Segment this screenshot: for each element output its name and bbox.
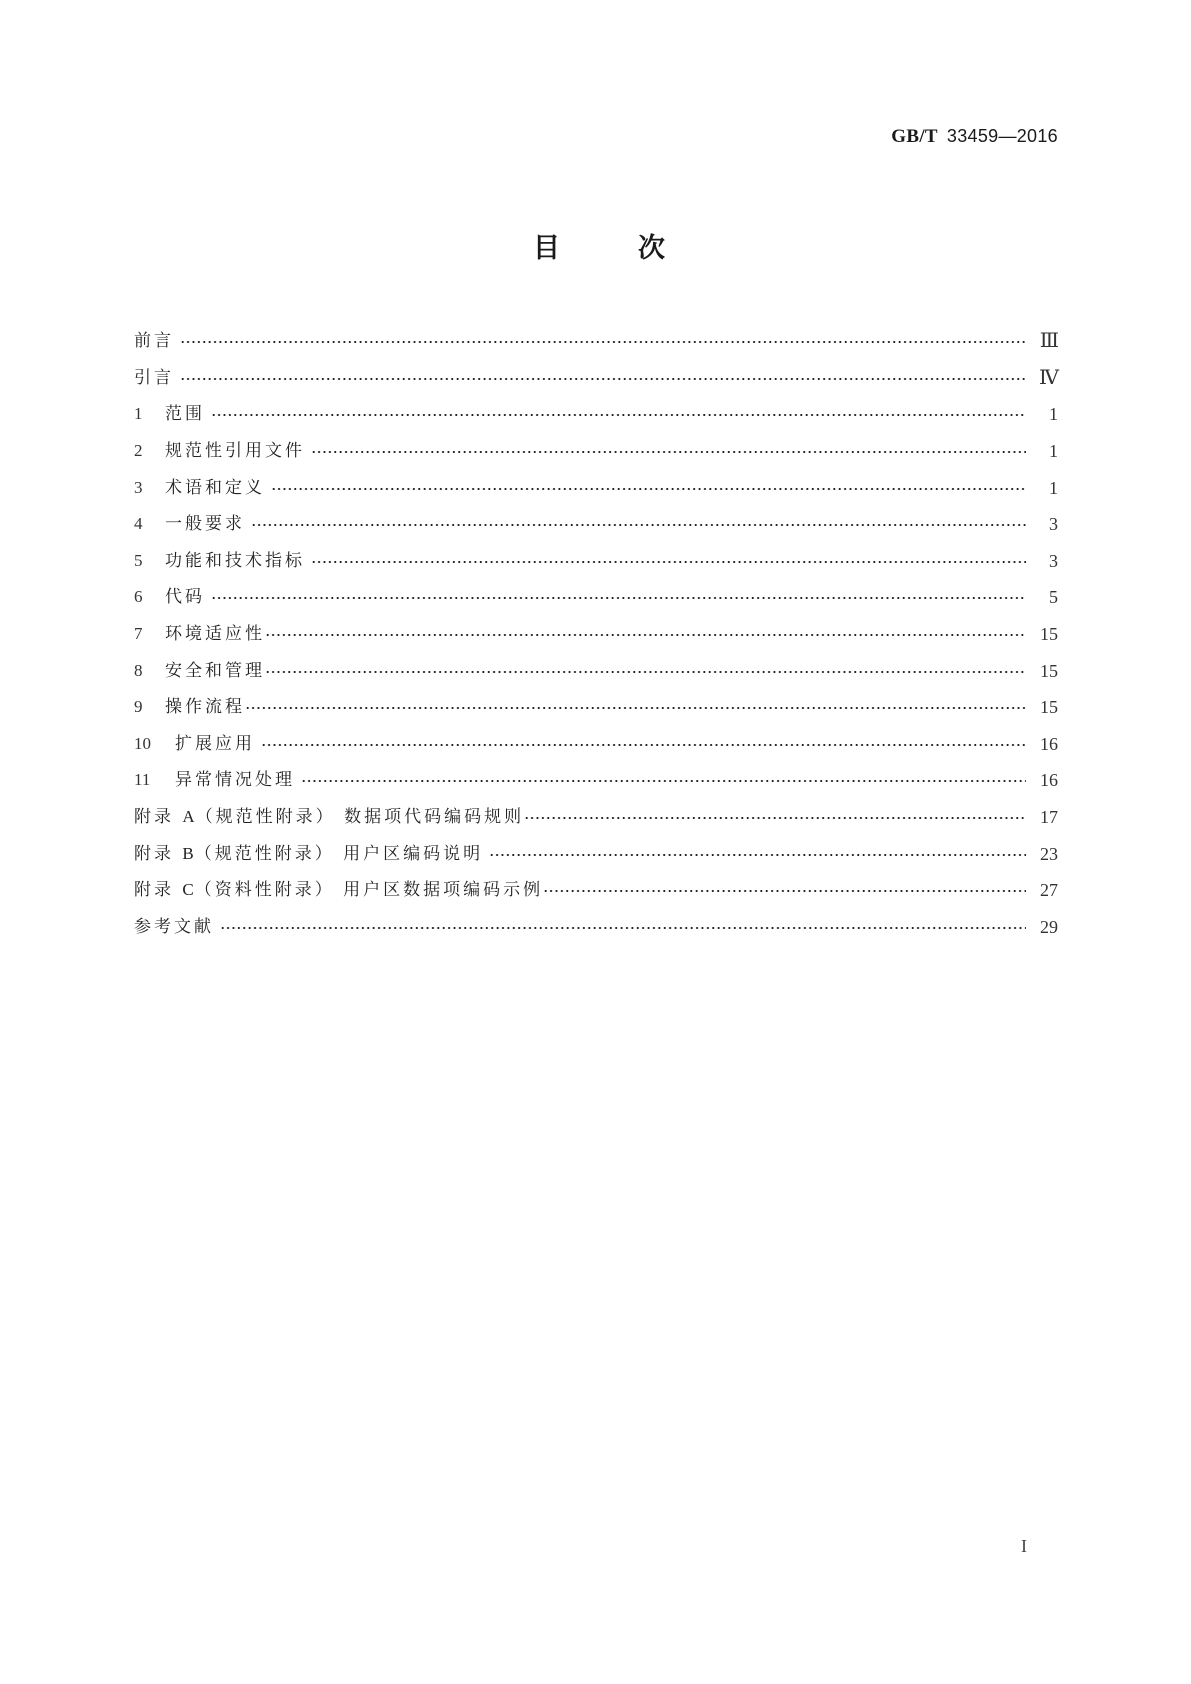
toc-entry-label: 操作流程 — [165, 697, 245, 718]
toc-entry-label: 前言 — [134, 331, 174, 352]
toc-entry-number: 1 — [134, 404, 143, 424]
standard-number: 33459—2016 — [946, 126, 1058, 146]
page-title-char-1: 目 — [533, 233, 560, 264]
toc-entry-label: 规范性引用文件 — [165, 441, 305, 462]
toc-entry-page: 27 — [1040, 880, 1058, 901]
annex-prefix: 附录 — [134, 843, 174, 864]
dot-leader — [265, 634, 1026, 636]
toc-entry-page: Ⅲ — [1039, 330, 1058, 353]
toc-entry-page: 1 — [1049, 477, 1058, 498]
standard-code — [891, 126, 1058, 148]
page-number: I — [1021, 1536, 1027, 1556]
annex-title: 用户区数据项编码示例 — [343, 880, 544, 901]
toc-entry-number: 10 — [134, 733, 151, 753]
toc-entry-number: 7 — [134, 624, 143, 644]
toc-entry-page: Ⅳ — [1039, 366, 1058, 389]
toc-entry-page: 5 — [1049, 587, 1058, 608]
dot-leader — [180, 378, 1026, 380]
toc-entry-page: 1 — [1049, 404, 1058, 425]
dot-leader — [265, 671, 1026, 673]
toc-entry-label — [134, 880, 543, 900]
toc-entry-label: 异常情况处理 — [175, 770, 295, 791]
annex-letter: A — [182, 807, 196, 827]
toc-entry-foreword[interactable] — [134, 323, 1058, 360]
toc-entry-page: 15 — [1040, 624, 1058, 645]
toc-entry-annex-b[interactable] — [134, 835, 1058, 872]
annex-letter: B — [182, 843, 195, 863]
toc-entry-annex-a[interactable] — [134, 799, 1058, 836]
dot-leader — [251, 524, 1026, 526]
annex-prefix: 附录 — [134, 807, 174, 828]
toc-entry-page: 29 — [1040, 916, 1058, 937]
toc-entry-label: 参考文献 — [134, 916, 214, 937]
toc-entry-11-exception-handling[interactable] — [134, 762, 1058, 799]
toc-entry-label: 一般要求 — [165, 514, 245, 535]
page-title-char-2: 次 — [638, 233, 665, 264]
toc-entry-6-codes[interactable] — [134, 579, 1058, 616]
toc-entry-label: 术语和定义 — [165, 477, 265, 498]
dot-leader — [220, 927, 1026, 929]
dot-leader — [543, 890, 1026, 892]
toc-entry-label: 安全和管理 — [165, 660, 265, 681]
annex-type: （规范性附录） — [194, 843, 335, 864]
toc-entry-page: 23 — [1040, 843, 1058, 864]
annex-prefix: 附录 — [134, 880, 174, 901]
toc-entry-label — [134, 844, 483, 864]
toc-entry-page: 3 — [1049, 550, 1058, 571]
annex-title: 用户区编码说明 — [343, 843, 484, 864]
dot-leader — [180, 341, 1026, 343]
annex-letter: C — [182, 880, 195, 900]
toc-entry-page: 1 — [1049, 441, 1058, 462]
toc-entry-label: 功能和技术指标 — [165, 550, 305, 571]
toc-entry-page: 15 — [1040, 660, 1058, 681]
dot-leader — [311, 561, 1026, 563]
toc-entry-label — [134, 807, 524, 827]
toc-entry-number: 2 — [134, 441, 143, 461]
dot-leader — [489, 854, 1026, 856]
dot-leader — [211, 414, 1026, 416]
dot-leader — [261, 744, 1026, 746]
toc-entry-label: 扩展应用 — [175, 733, 255, 754]
toc-entry-7-environmental-adaptability[interactable] — [134, 616, 1058, 653]
dot-leader — [271, 488, 1026, 490]
toc-entry-introduction[interactable] — [134, 360, 1058, 397]
dot-leader — [311, 451, 1026, 453]
toc-entry-1-scope[interactable] — [134, 396, 1058, 433]
toc-entry-label: 环境适应性 — [165, 624, 265, 645]
dot-leader — [245, 707, 1026, 709]
toc-entry-9-operating-procedure[interactable] — [134, 689, 1058, 726]
annex-type: （规范性附录） — [195, 807, 336, 828]
toc-entry-label: 引言 — [134, 367, 174, 388]
toc-entry-3-terms-definitions[interactable] — [134, 469, 1058, 506]
toc-entry-page: 3 — [1049, 514, 1058, 535]
toc-entry-bibliography[interactable] — [134, 909, 1058, 946]
toc-entry-page: 16 — [1040, 733, 1058, 754]
toc-entry-annex-c[interactable] — [134, 872, 1058, 909]
toc-entry-number: 8 — [134, 660, 143, 680]
toc-entry-4-general-requirements[interactable] — [134, 506, 1058, 543]
annex-type: （资料性附录） — [194, 880, 335, 901]
toc-entry-number: 3 — [134, 477, 143, 497]
dot-leader — [301, 780, 1026, 782]
standard-prefix: GB/T — [891, 126, 938, 147]
page-title — [533, 226, 665, 265]
toc-entry-number: 5 — [134, 550, 143, 570]
toc-entry-page: 17 — [1040, 807, 1058, 828]
toc-entry-page: 15 — [1040, 697, 1058, 718]
toc-entry-label: 代码 — [165, 587, 205, 608]
toc-entry-number: 6 — [134, 587, 143, 607]
toc-entry-number: 4 — [134, 514, 143, 534]
dot-leader — [524, 817, 1026, 819]
dot-leader — [211, 597, 1026, 599]
annex-title: 数据项代码编码规则 — [344, 807, 525, 828]
toc-entry-number: 9 — [134, 697, 143, 717]
toc-entry-page: 16 — [1040, 770, 1058, 791]
toc-entry-5-functions-technical-indicators[interactable] — [134, 543, 1058, 580]
toc-entry-10-extended-applications[interactable] — [134, 726, 1058, 763]
toc-entry-label: 范围 — [165, 404, 205, 425]
table-of-contents — [134, 323, 1058, 945]
toc-entry-number: 11 — [134, 770, 151, 790]
toc-entry-8-security-management[interactable] — [134, 652, 1058, 689]
toc-entry-2-normative-references[interactable] — [134, 433, 1058, 470]
